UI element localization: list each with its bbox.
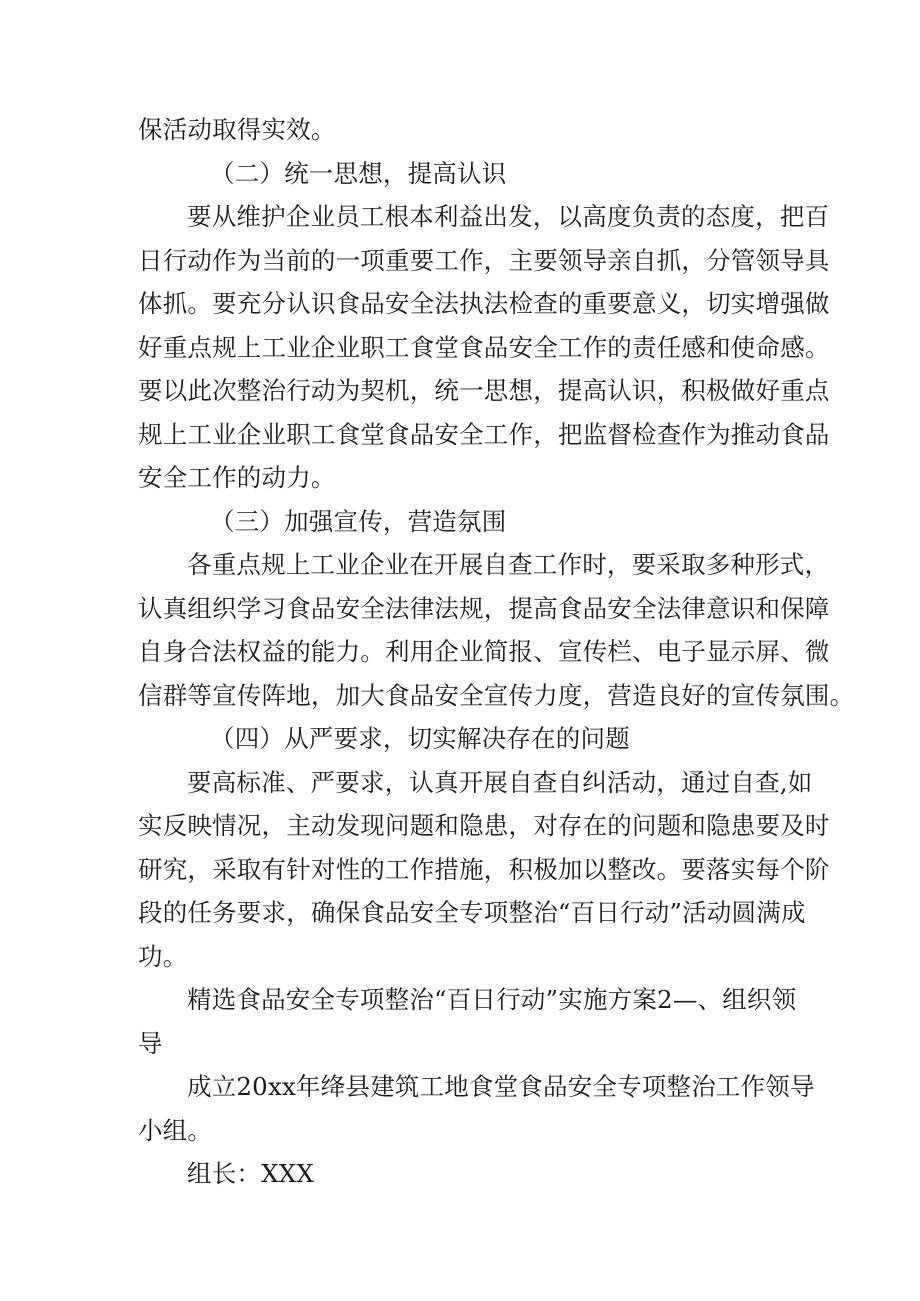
text-line: 要以此次整治行动为契机，统一思想，提高认识，积极做好重点 (138, 376, 830, 405)
text-line: 安全工作的动力。 (138, 463, 336, 492)
section-heading: （三）加强宣传，营造氛围 (210, 506, 507, 536)
paragraph-first-line: 成立20xx年绛县建筑工地食堂食品安全专项整治工作领导 (187, 1072, 815, 1101)
text-line: 研究，采取有针对性的工作措施，积极加以整改。要落实每个阶 (138, 854, 830, 884)
text-line: 好重点规上工业企业职工食堂食品安全工作的责任感和使命感。 (138, 332, 830, 362)
paragraph-first-line: 要高标准、严要求，认真开展自查自纠活动，通过自查,如 (187, 767, 813, 797)
text-line: 功。 (138, 941, 188, 971)
text-line: 导 (138, 1028, 163, 1058)
text-line: 信群等宣传阵地，加大食品安全宣传力度，营造良好的宣传氛围。 (138, 680, 855, 710)
paragraph-first-line: 精选食品安全专项整治“百日行动”实施方案2—、组织领 (187, 985, 797, 1014)
text-line: 日行动作为当前的一项重要工作，主要领导亲自抓，分管领导具 (138, 245, 830, 275)
text-line: 规上工业企业职工食堂食品安全工作，把监督检查作为推动食品 (138, 419, 830, 449)
paragraph-first-line: 要从维护企业员工根本利益出发，以高度负责的态度，把百 (187, 202, 830, 231)
text-line: 小组。 (138, 1115, 213, 1145)
text-line: 实反映情况，主动发现问题和隐患，对存在的问题和隐患要及时 (138, 811, 830, 840)
text-line: 认真组织学习食品安全法律法规，提高食品安全法律意识和保障 (138, 593, 830, 623)
text-line: 体抓。要充分认识食品安全法执法检查的重要意义，切实增强做 (138, 289, 830, 318)
paragraph-first-line: 各重点规上工业企业在开展自查工作时，要采取多种形式， (187, 550, 830, 579)
paragraph-first-line: 组长：XXX (187, 1159, 315, 1188)
section-heading: （二）统一思想，提高认识 (210, 158, 507, 188)
document-page (138, 108, 855, 1196)
section-heading: （四）从严要求，切实解决存在的问题 (210, 724, 630, 753)
text-line: 段的任务要求，确保食品安全专项整治“百日行动”活动圆满成 (138, 898, 806, 927)
text-line: 保活动取得实效。 (138, 115, 336, 144)
text-line: 自身合法权益的能力。利用企业简报、宣传栏、电子显示屏、微 (138, 637, 830, 666)
